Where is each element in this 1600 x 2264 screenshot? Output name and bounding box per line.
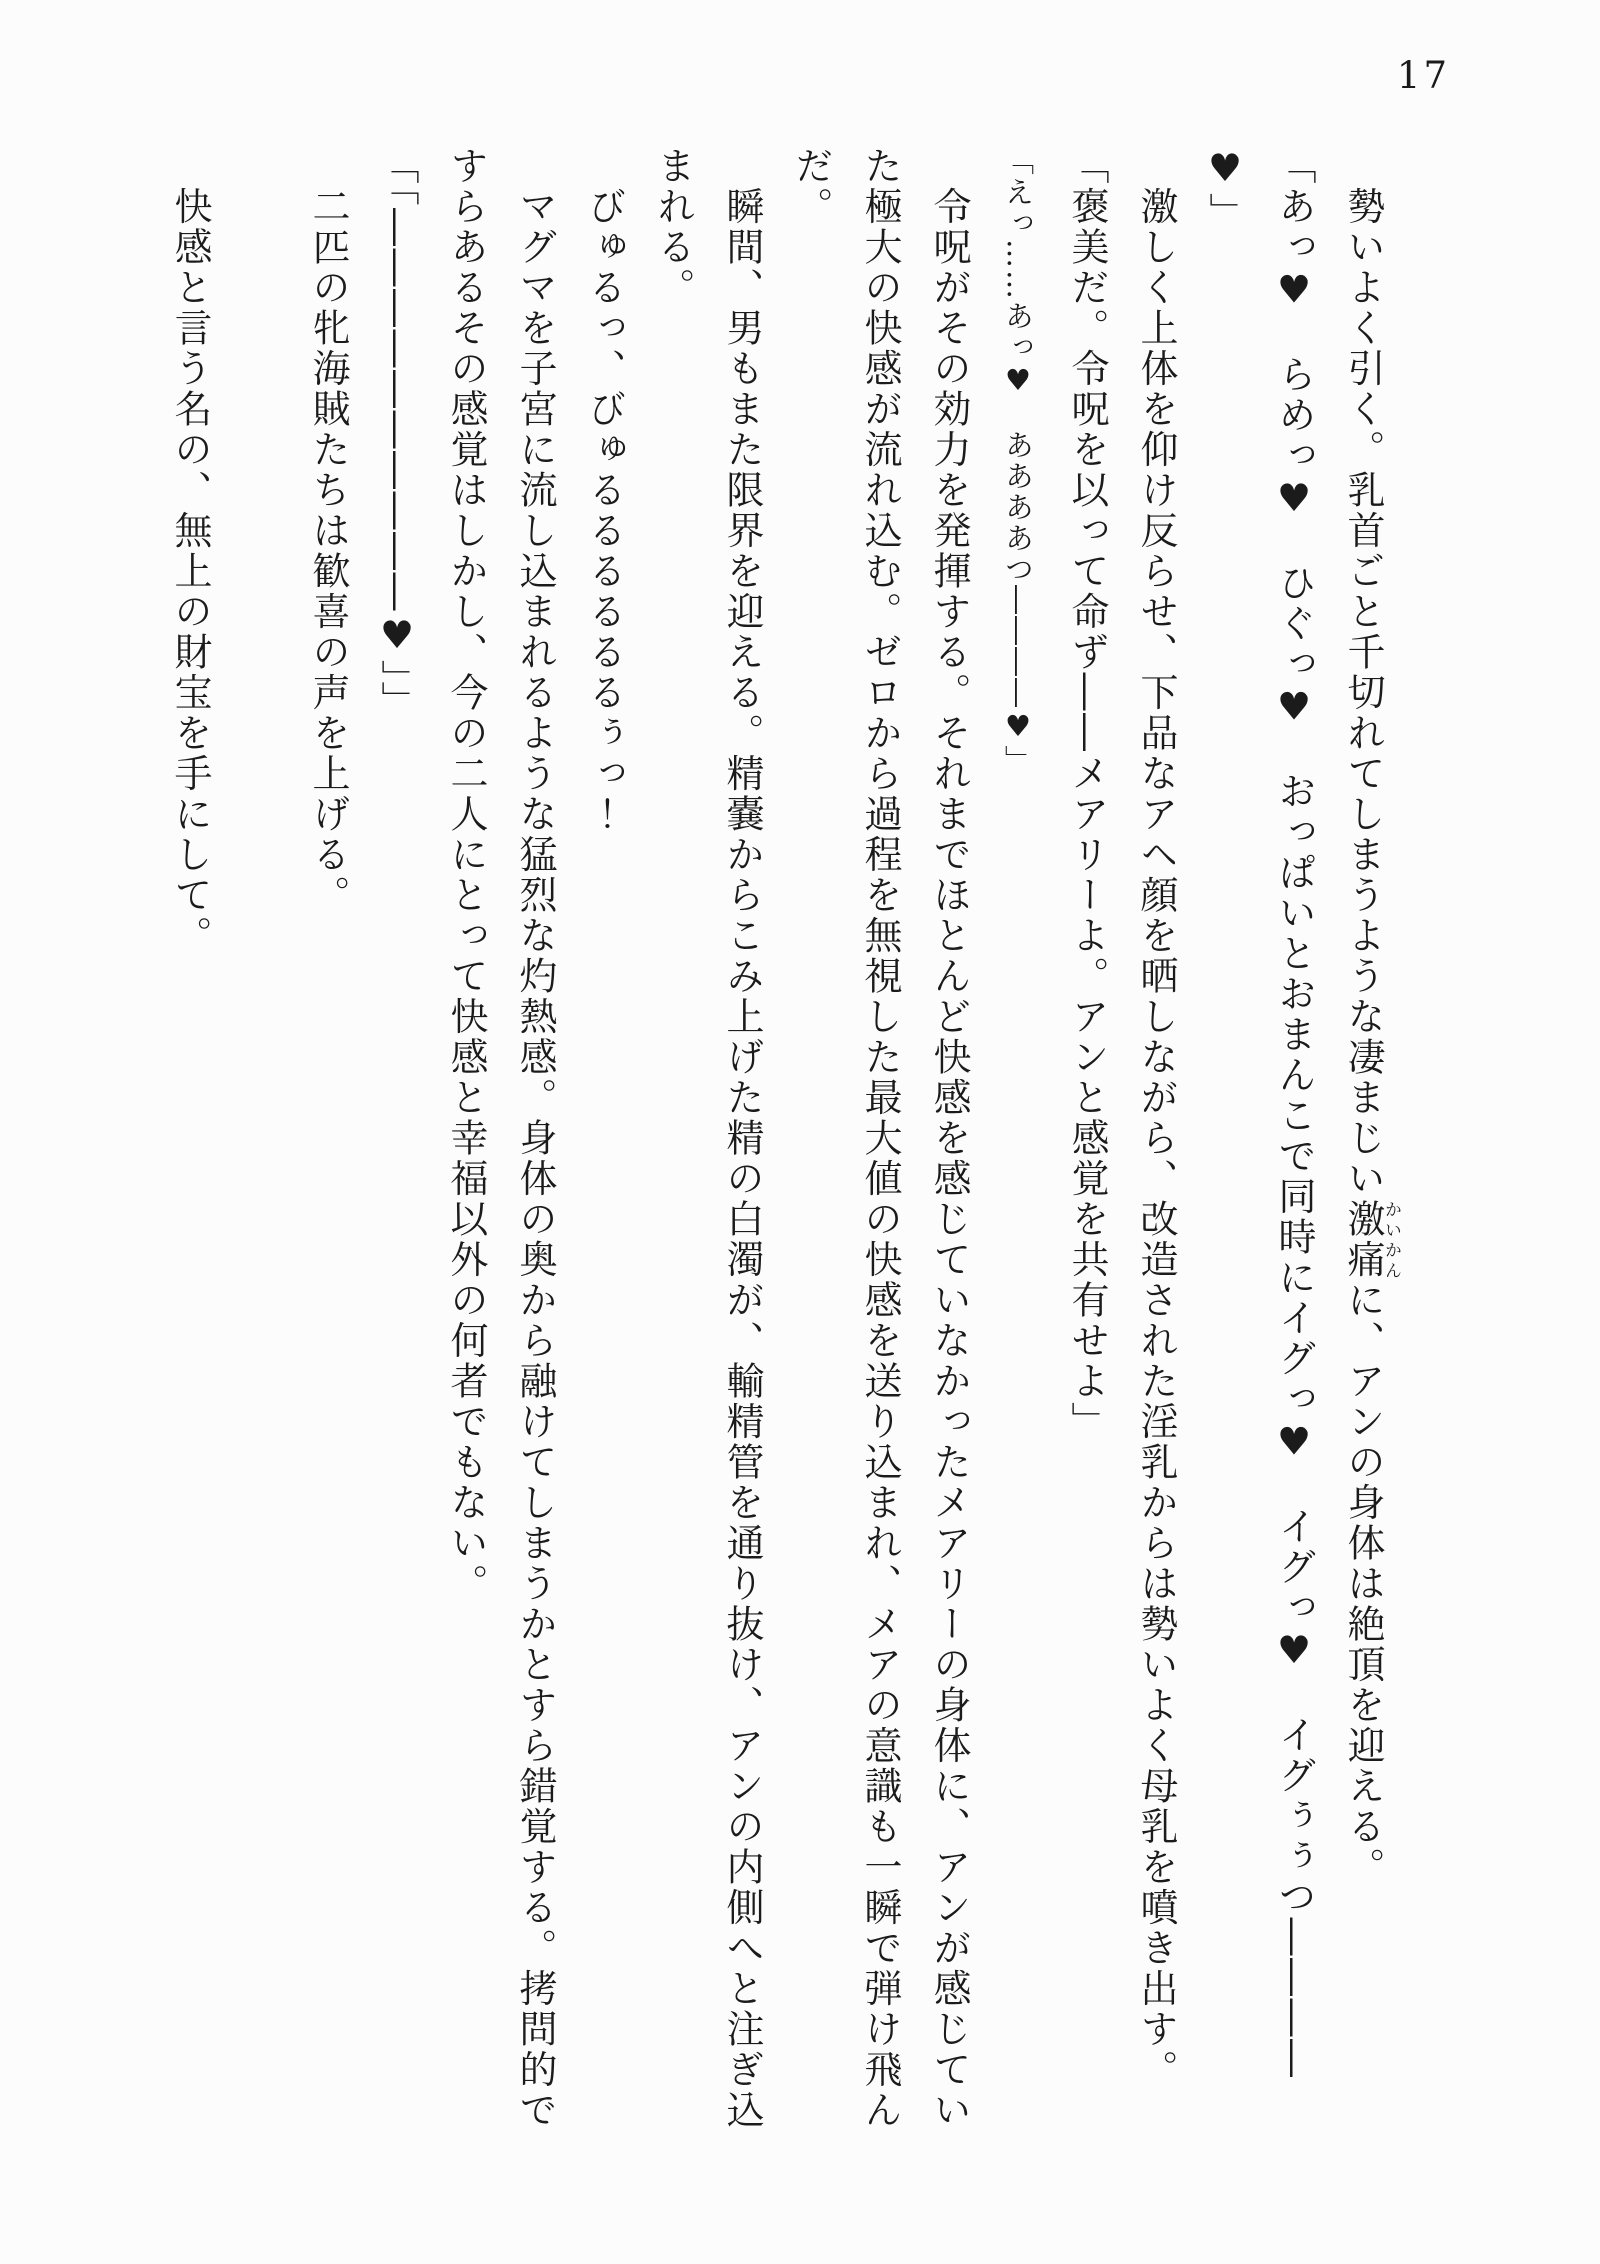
text-column: 「あっ♥ らめっ♥ ひぐっ♥ おっぱいとおまんこで同時にイグっ♥ イグっ♥ イグぅぅつ―――― — [1272, 146, 1316, 2080]
text-column: 二匹の牝海賊たちは歓喜の声を上げる。 — [306, 146, 350, 916]
text-column: 令呪がその効力を発揮する。それまでほとんど快感を感じていなかったメアリーの身体に、アンが感じてい — [927, 146, 971, 2131]
text-column: 「えっ……あっ♥ ああああつ――――♥」 — [1001, 146, 1035, 776]
text-column: まれる。 — [651, 146, 695, 308]
text-column: だ。 — [789, 146, 833, 227]
text-column: 快感と言う名の、無上の財宝を手にして。 — [168, 146, 212, 956]
page-number: 17 — [1396, 54, 1450, 97]
text-column: 「褒美だ。令呪を以って命ず――メアリーよ。アンと感覚を共有せよ」 — [1065, 146, 1109, 1442]
text-column: た極大の快感が流れ込む。ゼロから過程を無視した最大値の快感を送り込まれ、メアの意識も一瞬で弾け飛ん — [858, 146, 902, 2131]
text-column: 瞬間、男もまた限界を迎える。精嚢からこみ上げた精の白濁が、輸精管を通り抜け、アンの内側へと注ぎ込 — [720, 146, 764, 2131]
text-column: びゅるっ、びゅるるるるるるぅっ！ — [582, 146, 626, 835]
text-column: ♥」 — [1203, 146, 1247, 233]
text-column: 勢いよく引く。乳首ごと千切れてしまうような凄まじい激痛かいかんに、アンの身体は絶頂を迎える。 — [1341, 146, 1401, 1888]
vertical-text-block — [155, 146, 1400, 2161]
text-column: 「「――――――――――♥」」 — [375, 146, 419, 722]
blank-column — [224, 146, 293, 2161]
text-column: マグマを子宮に流し込まれるような猛烈な灼熱感。身体の奥から融けてしまうかとすら錯覚する。拷問的で — [513, 146, 557, 2131]
text-column: 激しく上体を仰け反らせ、下品なアヘ顔を晒しながら、改造された淫乳からは勢いよく母乳を噴き出す。 — [1134, 146, 1178, 2090]
text-column: すらあるその感覚はしかし、今の二人にとって快感と幸福以外の何者でもない。 — [444, 146, 488, 1604]
